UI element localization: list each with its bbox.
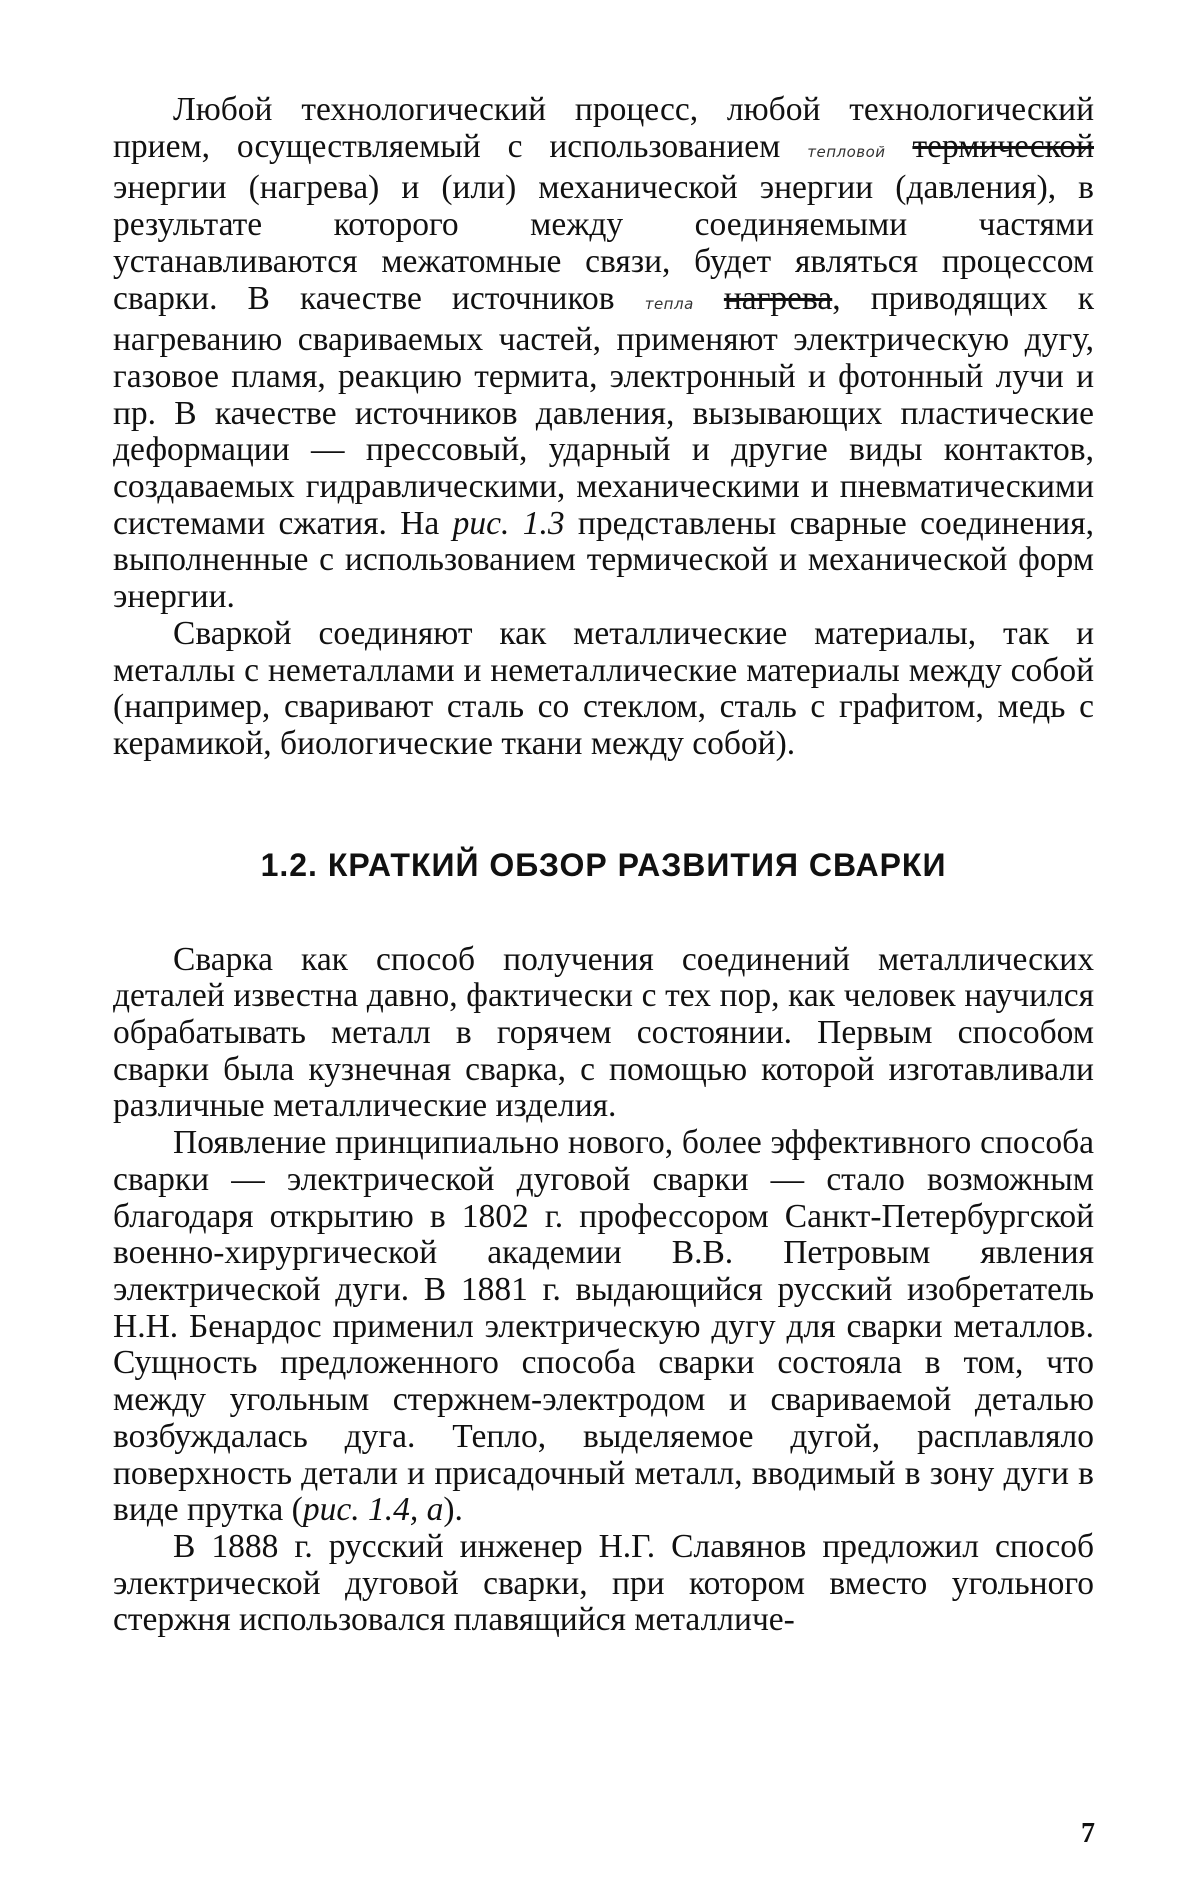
paragraph-4-text-a: Появление принципиально нового, более эффективного способа сварки — электрической дуговой сварки — стало возможным благодаря открытию в 1802 г. профессором Санкт-Петербургской военно-хирургической академии В.В. Петровым явления электрической дуги. В 1881 г. выдающийся русский изобретатель Н.Н. Бенардос применил электрическую дугу для сварки металлов. Сущность предложенного способа сварки состояла в том, что между угольным стержнем-электродом и свариваемой деталью возбуждалась дуга. Тепло, выделяемое дугой, расплавляло поверхность детали и присадочный металл, вводимый в зону дуги в виде прутка ( — [113, 1124, 1094, 1529]
page-number: 7 — [1081, 1818, 1095, 1849]
struck-word-1: термической — [912, 127, 1094, 165]
paragraph-1 — [113, 92, 1094, 616]
figure-reference-1-3: рис. 1.3 — [452, 504, 565, 542]
paragraph-1-text-a: Любой технологический процесс, любой технологический прием, осуществляемый с использованием — [113, 91, 1094, 165]
struck-word-2: нагрева — [723, 279, 833, 317]
figure-reference-1-4a: рис. 1.4, а — [302, 1491, 444, 1529]
paragraph-3: Сварка как способ получения соединений металлических деталей известна давно, фактически с тех пор, как человек научился обрабатывать металл в горячем состоянии. Первым способом сварки была кузнечная сварка, с помощью которой изготавливали различные металлические изделия. — [113, 940, 1094, 1125]
paragraph-5: В 1888 г. русский инженер Н.Г. Славянов предложил способ электрической дуговой сварки, при котором вместо угольного стержня использовался плавящийся металличе- — [113, 1527, 1094, 1639]
paragraph-4-text-b: ). — [443, 1491, 463, 1529]
handwritten-correction-1: тепловой — [807, 142, 886, 161]
paragraph-1-text-d: представлены сварные соединения, выполненные с использованием термической и механической форм энергии. — [113, 504, 1094, 616]
paragraph-1-text-b: энергии (нагрева) и (или) механической энергии (давления), в результате которого между соединяемыми частями устанавливаются межатомные связи, будет являться процессом сварки. В качестве источников — [113, 169, 1094, 317]
paragraph-2: Сваркой соединяют как металлические материалы, так и металлы с неметаллами и неметаллические материалы между собой (например, сваривают сталь со стеклом, сталь с графитом, медь с керамикой, биологические ткани между собой). — [113, 614, 1094, 762]
paragraph-4 — [113, 1125, 1094, 1529]
handwritten-correction-2: тепла — [644, 294, 694, 313]
section-heading: 1.2. КРАТКИЙ ОБЗОР РАЗВИТИЯ СВАРКИ — [260, 846, 947, 883]
page-body — [113, 92, 1094, 1639]
paragraph-1-text-c: , приводящих к нагреванию свариваемых частей, применяют электрическую дугу, газовое пламя, реакцию термита, электронный и фотонный лучи и пр. В качестве источников давления, вызывающих пластические деформации — прессовый, ударный и другие виды контактов, создаваемых гидравлическими, механическими и пневматическими системами сжатия. На — [113, 279, 1095, 542]
